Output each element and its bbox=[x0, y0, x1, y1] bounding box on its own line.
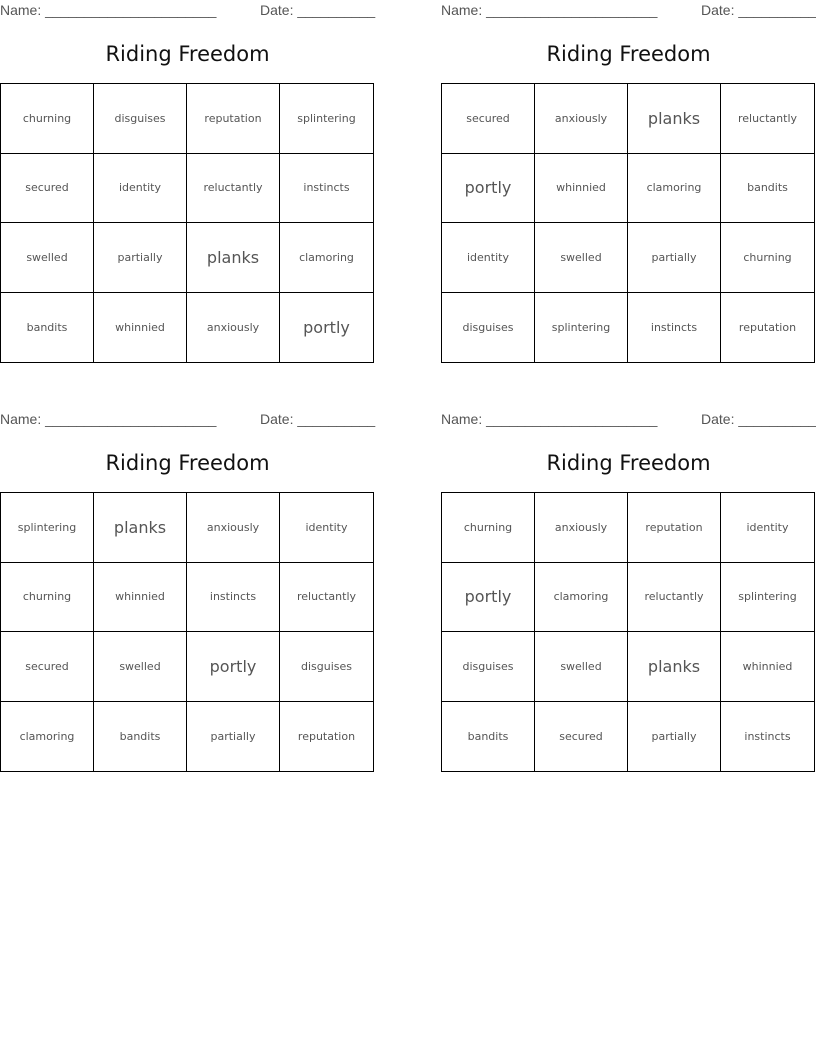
bingo-cell: whinnied bbox=[721, 632, 814, 702]
bingo-cell: clamoring bbox=[628, 154, 721, 224]
bingo-cell: partially bbox=[187, 702, 280, 772]
bingo-cell: instincts bbox=[628, 293, 721, 363]
bingo-cell: clamoring bbox=[535, 563, 628, 633]
card-title: Riding Freedom bbox=[105, 451, 270, 475]
bingo-cell: identity bbox=[721, 493, 814, 563]
bingo-cell: splintering bbox=[280, 84, 373, 154]
bingo-cell: disguises bbox=[280, 632, 373, 702]
card-title: Riding Freedom bbox=[546, 451, 711, 475]
bingo-cell: identity bbox=[94, 154, 187, 224]
card-header bbox=[441, 2, 816, 20]
bingo-grid bbox=[0, 83, 374, 363]
bingo-cell: planks bbox=[94, 493, 187, 563]
bingo-cell: reputation bbox=[297, 729, 356, 743]
card-title: Riding Freedom bbox=[546, 42, 711, 66]
bingo-cell: portly bbox=[187, 632, 280, 702]
bingo-cell: reputation bbox=[628, 493, 721, 563]
bingo-cell: clamoring bbox=[280, 223, 373, 293]
card-header bbox=[0, 411, 375, 429]
bingo-cell: anxiously bbox=[535, 84, 628, 154]
bingo-cell: churning bbox=[442, 493, 535, 563]
bingo-cell: swelled bbox=[94, 632, 187, 702]
bingo-cell: secured bbox=[1, 632, 94, 702]
card-header bbox=[441, 411, 816, 429]
bingo-cell: churning bbox=[1, 84, 94, 154]
date-field[interactable]: Date: __________ bbox=[701, 411, 816, 427]
bingo-cell: identity bbox=[442, 223, 535, 293]
bingo-cell: reluctantly bbox=[628, 563, 721, 633]
bingo-cell: partially bbox=[628, 223, 721, 293]
bingo-cell: reputation bbox=[187, 84, 280, 154]
bingo-cell: reputation bbox=[738, 320, 797, 334]
name-field[interactable]: Name: ______________________ bbox=[441, 411, 658, 427]
bingo-cell: disguises bbox=[442, 293, 535, 363]
bingo-cell: bandits bbox=[1, 293, 94, 363]
bingo-cell: bandits bbox=[94, 702, 187, 772]
bingo-cell: whinnied bbox=[535, 154, 628, 224]
bingo-cell: swelled bbox=[535, 632, 628, 702]
bingo-cell: bandits bbox=[721, 154, 814, 224]
bingo-cell: anxiously bbox=[187, 493, 280, 563]
bingo-cell: whinnied bbox=[94, 563, 187, 633]
bingo-cell: portly bbox=[303, 317, 350, 337]
bingo-cell: splintering bbox=[535, 293, 628, 363]
bingo-grid bbox=[441, 83, 815, 363]
bingo-cell: disguises bbox=[94, 84, 187, 154]
bingo-cell: secured bbox=[1, 154, 94, 224]
date-field[interactable]: Date: __________ bbox=[701, 2, 816, 18]
bingo-cell: instincts bbox=[280, 154, 373, 224]
bingo-grid bbox=[441, 492, 815, 772]
bingo-cell: swelled bbox=[1, 223, 94, 293]
bingo-cell: secured bbox=[442, 84, 535, 154]
bingo-cell: reluctantly bbox=[721, 84, 814, 154]
bingo-cell: splintering bbox=[721, 563, 814, 633]
bingo-cell: identity bbox=[280, 493, 373, 563]
bingo-cell: secured bbox=[535, 702, 628, 772]
bingo-cell: planks bbox=[187, 223, 280, 293]
bingo-cell: anxiously bbox=[535, 493, 628, 563]
bingo-cell: planks bbox=[628, 632, 721, 702]
bingo-cell: splintering bbox=[1, 493, 94, 563]
bingo-cell: portly bbox=[442, 154, 535, 224]
bingo-cell: partially bbox=[94, 223, 187, 293]
bingo-cell: whinnied bbox=[94, 293, 187, 363]
bingo-cell: bandits bbox=[442, 702, 535, 772]
bingo-cell: anxiously bbox=[187, 293, 280, 363]
date-field[interactable]: Date: __________ bbox=[260, 2, 376, 18]
bingo-cell: instincts bbox=[744, 729, 791, 743]
card-header bbox=[0, 2, 375, 20]
bingo-grid bbox=[0, 492, 374, 772]
bingo-cell: clamoring bbox=[1, 702, 94, 772]
bingo-cell: reluctantly bbox=[187, 154, 280, 224]
bingo-cell: churning bbox=[721, 223, 814, 293]
card-title: Riding Freedom bbox=[105, 42, 270, 66]
name-field[interactable]: Name: ______________________ bbox=[441, 2, 658, 18]
bingo-cell: reluctantly bbox=[280, 563, 373, 633]
bingo-cell: instincts bbox=[187, 563, 280, 633]
bingo-cell: planks bbox=[628, 84, 721, 154]
bingo-cell: churning bbox=[1, 563, 94, 633]
bingo-cell: disguises bbox=[442, 632, 535, 702]
name-field[interactable]: Name: ______________________ bbox=[0, 2, 217, 18]
bingo-cell: portly bbox=[442, 563, 535, 633]
bingo-cell: swelled bbox=[535, 223, 628, 293]
name-field[interactable]: Name: ______________________ bbox=[0, 411, 217, 427]
bingo-cell: partially bbox=[628, 702, 721, 772]
date-field[interactable]: Date: __________ bbox=[260, 411, 376, 427]
